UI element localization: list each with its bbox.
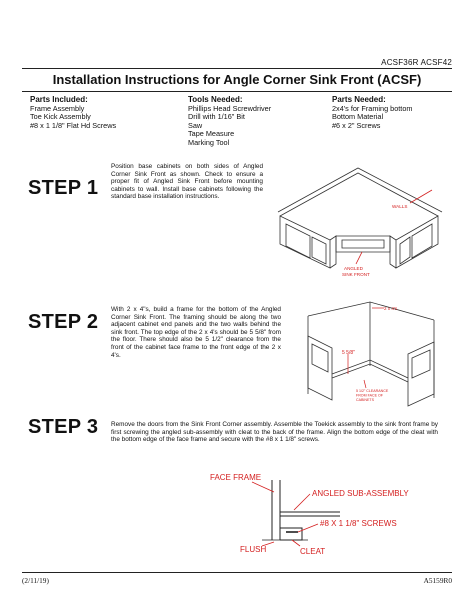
list-item: Tape Measure: [188, 129, 235, 139]
list-item: Frame Assembly: [30, 103, 85, 113]
parts-included-heading: Parts Included:: [30, 95, 88, 104]
cleat-label: CLEAT: [300, 547, 326, 556]
clearance-label-line3: CABINETS: [356, 398, 374, 402]
clearance-leader: [364, 380, 366, 388]
height-label: 5 5/8": [342, 350, 355, 356]
walls-label: WALLS: [392, 204, 408, 209]
list-item: Marking Tool: [188, 137, 230, 147]
list-item: Bottom Material: [332, 112, 384, 122]
step-1-diagram: [272, 160, 448, 290]
sink-front-label-line2: SINK FRONT: [342, 272, 370, 277]
header-bottom-rule: [22, 91, 452, 92]
parts-included: [30, 96, 116, 130]
list-item: 2x4's for Framing bottom: [332, 103, 413, 113]
step-1-label: STEP 1: [28, 177, 99, 199]
face-frame-label: FACE FRAME: [210, 473, 262, 482]
footer-date: (2/11/19): [22, 576, 49, 585]
step-1-text: Position base cabinets on both sides of Angled Corner Sink Front as shown. Check to ensure a proper fit of Angled Sink Front before mounting cabinets to wall. Install base cabinets following the standard base installation instructions.: [111, 163, 263, 201]
step-3-text: Remove the doors from the Sink Front Corner assembly. Assemble the Toekick assembly to the sink front frame by first screwing the angled sub-assembly with cleat to the back of the frame. Align the bottom edge of the cleat with the bottom edge of the face frame and secure with the #8 x 1 1/8" screws.: [111, 421, 438, 444]
page-title: Installation Instructions for Angle Corner Sink Front (ACSF): [52, 72, 422, 87]
step-2-label: STEP 2: [28, 311, 99, 333]
step-3-label: STEP 3: [28, 416, 99, 438]
header-top-rule: [22, 68, 452, 69]
clearance-label-line1: 5 1/2" CLEARANCE: [356, 389, 389, 393]
parts-needed: [332, 96, 412, 130]
step-3-diagram: [200, 466, 440, 566]
footer-code: A5159R0: [423, 576, 452, 585]
screws-label: #8 X 1 1/8" SCREWS: [320, 519, 397, 528]
tools-needed-heading: Tools Needed:: [188, 95, 243, 104]
cleat-leader: [292, 540, 300, 546]
sink-front-label-line1: ANGLED: [344, 266, 363, 271]
model-numbers: ACSF36R ACSF42: [381, 58, 452, 67]
list-item: #6 x 2" Screws: [332, 120, 381, 130]
list-item: Saw: [188, 120, 203, 130]
clearance-label-line2: FROM FACE OF: [356, 393, 383, 398]
angled-sub-label: ANGLED SUB-ASSEMBLY: [312, 489, 409, 498]
list-item: Phillips Head Screwdriver: [188, 103, 272, 113]
tools-needed: [188, 96, 271, 148]
angled-sub-leader: [294, 494, 310, 510]
list-item: Drill with 1/16" Bit: [188, 112, 245, 122]
sink-front-leader: [356, 252, 362, 264]
parts-needed-heading: Parts Needed:: [332, 95, 386, 104]
face-frame-leader: [252, 482, 274, 492]
step-2-text: With 2 x 4"s, build a frame for the bottom of the Angled Corner Sink Front. The framing should be along the two adjacent cabinet end panels and the two walls behind the sink front. The top edge of the 2 x 4's should be 5 5/8" from the floor. There should also be 5 1/2" clearance from the front of the cabinet face frame to the front edge of the 2 x 4's.: [111, 306, 281, 359]
list-item: #8 x 1 1/8" Flat Hd Screws: [30, 120, 117, 130]
flush-label: FLUSH: [240, 545, 267, 554]
two-by-four-label: 2 x 4's: [384, 306, 398, 311]
list-item: Toe Kick Assembly: [30, 112, 91, 122]
step-2-diagram: [294, 296, 444, 414]
footer-rule: [22, 572, 452, 573]
